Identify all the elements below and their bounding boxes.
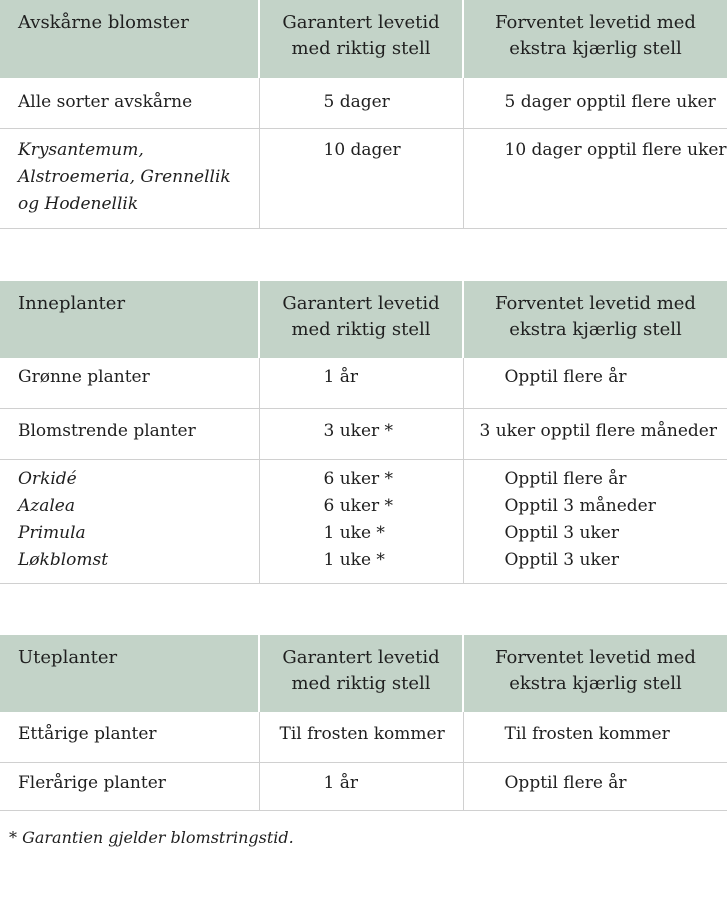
header-expected: Forventet levetid med ekstra kjærlig stell [463,281,727,358]
row-label: Flerårige planter [0,762,259,810]
header-guaranteed: Garantert levetid med riktig stell [259,635,463,712]
row-label: Alle sorter avskårne [0,78,259,128]
row-expected: 5 dager opptil flere uker [463,78,727,128]
header-expected: Forventet levetid med ekstra kjærlig stell [463,635,727,712]
row-expected: Opptil flere år Opptil 3 måneder Opptil 3 uker Opptil 3 uker [463,459,727,583]
row-guaranteed: 5 dager [259,78,463,128]
row-label: Krysantemum, Alstroemeria, Grennellik og Hodenellik [0,128,259,228]
indoor-plants-table [0,281,727,584]
row-label: Orkidé Azalea Primula Løkblomst [0,459,259,583]
header-category: Inneplanter [0,281,259,358]
table-row [0,78,727,128]
row-guaranteed: 3 uker * [259,408,463,459]
table-row [0,712,727,762]
row-label: Blomstrende planter [0,408,259,459]
row-guaranteed: 10 dager [259,128,463,228]
table-row [0,408,727,459]
header-expected: Forventet levetid med ekstra kjærlig stell [463,0,727,78]
row-label: Ettårige planter [0,712,259,762]
row-guaranteed: Til frosten kommer [259,712,463,762]
row-expected: Opptil flere år [463,358,727,408]
table-row [0,762,727,810]
table-row [0,128,727,228]
table-row [0,358,727,408]
row-expected: Til frosten kommer [463,712,727,762]
header-guaranteed: Garantert levetid med riktig stell [259,281,463,358]
row-guaranteed: 6 uker * 6 uker * 1 uke * 1 uke * [259,459,463,583]
row-expected: 3 uker opptil flere måneder [463,408,727,459]
row-expected: 10 dager opptil flere uker [463,128,727,228]
table-row [0,459,727,583]
header-guaranteed: Garantert levetid med riktig stell [259,0,463,78]
footnote: * Garantien gjelder blomstringstid. [9,828,294,847]
row-expected: Opptil flere år [463,762,727,810]
outdoor-plants-table [0,635,727,811]
header-category: Avskårne blomster [0,0,259,78]
header-category: Uteplanter [0,635,259,712]
row-guaranteed: 1 år [259,762,463,810]
row-label: Grønne planter [0,358,259,408]
row-guaranteed: 1 år [259,358,463,408]
cut-flowers-table [0,0,727,229]
